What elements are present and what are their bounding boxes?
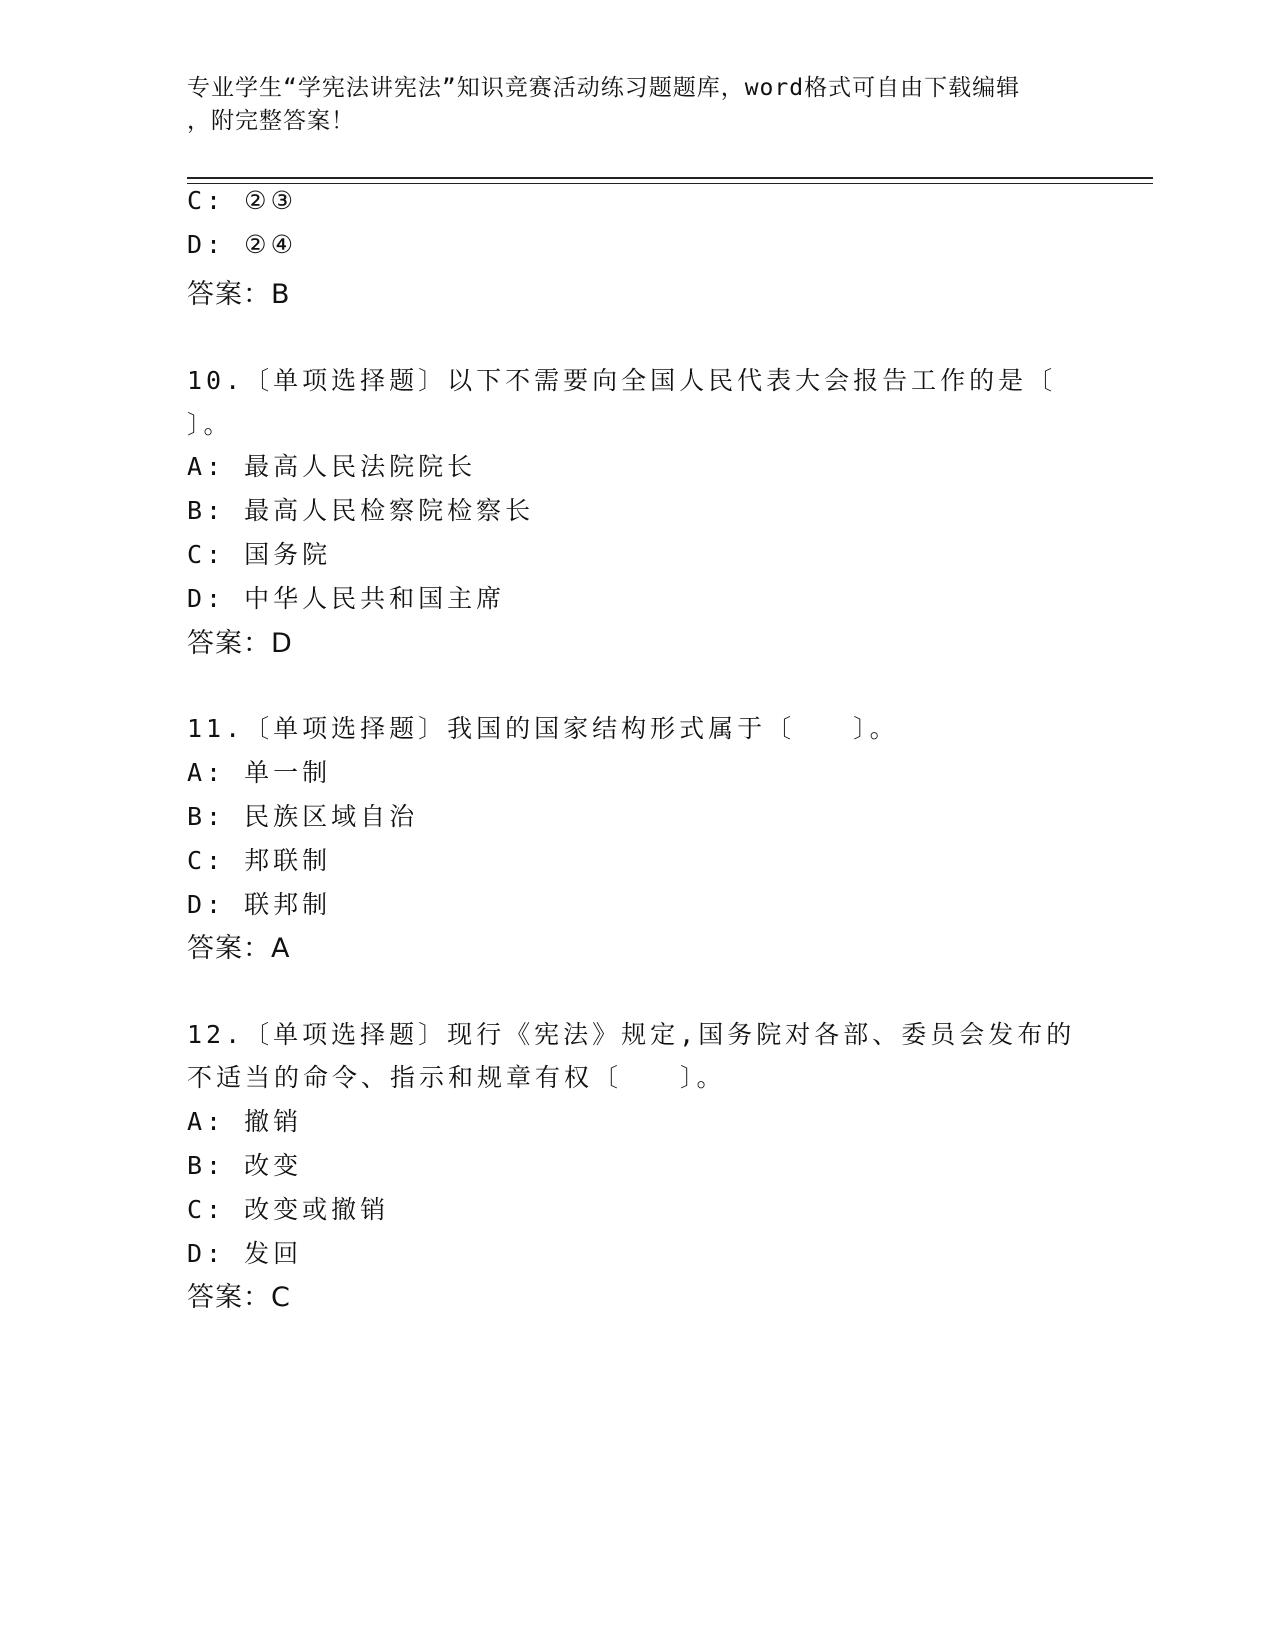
header-title-line-1: 专业学生“学宪法讲宪法”知识竞赛活动练习题题库，word格式可自由下载编辑 [187,75,1021,101]
question-10-stem-line-2: 〕。 [187,410,233,439]
document-header [187,72,1087,138]
question-12-option-b: B: 改变 [187,1151,303,1180]
question-10-option-b: B: 最高人民检察院检察长 [187,496,535,525]
prev-option-d: D: ②④ [187,230,297,259]
prev-answer: 答案：B [187,279,291,310]
question-11-option-d: D: 联邦制 [187,890,332,919]
question-10-option-d: D: 中华人民共和国主席 [187,584,506,613]
question-11-option-a: A: 单一制 [187,758,332,787]
header-divider-thick [187,177,1153,179]
question-12-option-c: C: 改变或撤销 [187,1195,390,1224]
question-10-stem-line-1: 10.〔单项选择题〕以下不需要向全国人民代表大会报告工作的是〔 [187,366,1057,395]
prev-option-c: C: ②③ [187,186,297,215]
question-12-option-a: A: 撤销 [187,1107,303,1136]
question-10-answer: 答案：D [187,628,293,659]
question-12-stem-line-1: 12.〔单项选择题〕现行《宪法》规定,国务院对各部、委员会发布的 [187,1020,1076,1049]
question-10-option-c: C: 国务院 [187,540,332,569]
header-title-line-2: ，附完整答案！ [187,108,355,134]
question-10-option-a: A: 最高人民法院院长 [187,452,477,481]
question-11-stem-line-1: 11.〔单项选择题〕我国的国家结构形式属于〔 〕。 [187,714,899,743]
question-11-option-c: C: 邦联制 [187,846,332,875]
question-11-answer: 答案：A [187,933,291,964]
question-11-option-b: B: 民族区域自治 [187,802,419,831]
question-12-stem-line-2: 不适当的命令、指示和规章有权〔 〕。 [187,1063,726,1092]
question-12-answer: 答案：C [187,1282,291,1313]
header-divider-thin [187,183,1153,184]
question-12-option-d: D: 发回 [187,1239,303,1268]
